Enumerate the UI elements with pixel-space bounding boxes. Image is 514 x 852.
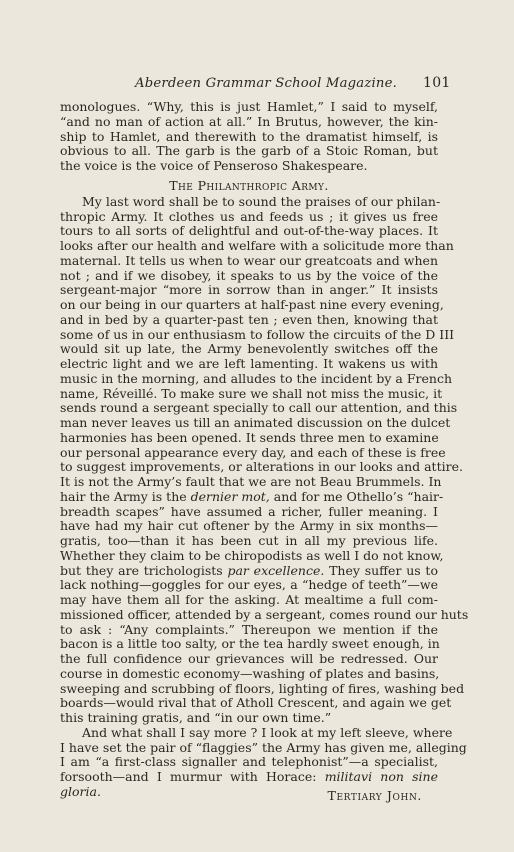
text-line: I have set the pair of “flaggies” the Army has given me, alleging	[60, 739, 467, 755]
text-line: looks after our health and welfare with a solicitude more than	[60, 238, 454, 253]
text-line: ship to Hamlet, and therewith to the dramatist himself, is	[60, 128, 438, 144]
text-line: missioned officer, attended by a sergeant, comes round our huts	[60, 606, 469, 622]
text-line: to suggest improvements, or alterations in our looks and attire.	[60, 459, 463, 475]
text-line: not ; and if we disobey, it speaks to us by the voice of the	[60, 267, 438, 283]
closing-line	[60, 783, 438, 803]
text-line: “and no man of action at all.” In Brutus, however, the kin-	[60, 113, 438, 129]
text-line: breadth scapes” have assumed a richer, fuller meaning. I	[60, 503, 438, 519]
text-line: boards—would rival that of Atholl Crescent, and again we get	[60, 695, 452, 711]
article-text	[60, 99, 469, 803]
text-segment: hair the Army is the	[60, 488, 191, 504]
text-line	[60, 564, 438, 579]
italic-phrase: militavi non sine	[324, 769, 438, 784]
text-line: on our being in our quarters at half-past nine every evening,	[60, 297, 444, 312]
text-line: sergeant-major “more in sorrow than in anger.” It insists	[60, 282, 438, 298]
page-number: 101	[423, 75, 451, 91]
text-line: maternal. It tells us when to wear our greatcoats and when	[60, 252, 438, 268]
text-line: the full confidence our grievances will be redressed. Our	[60, 651, 438, 666]
text-line: It is not the Army’s fault that we are not Beau Brummels. In	[60, 474, 442, 489]
text-line: sends round a sergeant specially to call our attention, and this	[60, 400, 458, 416]
text-line: to ask : “Any complaints.” Thereupon we mention if the	[60, 621, 438, 637]
italic-phrase: gloria.	[60, 783, 101, 799]
text-line: harmonies has been opened. It sends three men to examine	[60, 429, 439, 445]
text-line: gratis, too—than it has been cut in all my previous life.	[60, 533, 438, 548]
text-line: sweeping and scrubbing of floors, lighting of fires, washing bed	[60, 680, 465, 696]
running-head: Aberdeen Grammar School Magazine.	[135, 76, 398, 91]
text-line: bacon is a little too salty, or the tea hardly sweet enough, in	[60, 636, 440, 652]
text-line: the voice is the voice of Penseroso Shakespeare.	[60, 158, 368, 173]
text-line: man never leaves us till an animated discussion on the dulcet	[60, 415, 451, 430]
text-line: lack nothing—goggles for our eyes, a “hedge of teeth”—we	[60, 577, 438, 593]
text-line: tours to all sorts of delightful and out-of-the-way places. It	[60, 223, 438, 239]
italic-phrase: par excellence.	[227, 562, 325, 578]
italic-phrase: dernier mot,	[190, 488, 270, 504]
text-line	[60, 488, 444, 505]
text-line: thropic Army. It clothes us and feeds us ; it gives us free	[60, 208, 438, 224]
text-line: monologues. “Why, this is just Hamlet,” I said to myself,	[60, 99, 438, 114]
text-segment: They suffer us to	[324, 562, 438, 578]
text-segment: and for me Othello’s “hair-	[269, 488, 444, 504]
paragraph-3	[60, 724, 467, 803]
text-line: have had my hair cut oftener by the Army in six months—	[60, 518, 438, 534]
text-line: and in bed by a quarter-past ten ; even then, knowing that	[60, 311, 438, 327]
text-line: electric light and we are left lamenting. It wakens us with	[60, 356, 438, 371]
text-line	[60, 770, 438, 785]
section-heading: The Philanthropic Army.	[169, 177, 329, 193]
text-line: Whether they claim to be chiropodists as well I do not know,	[60, 547, 444, 563]
text-line: And what shall I say more ? I look at my left sleeve, where	[82, 724, 453, 740]
text-line: name, Réveillé. To make sure we shall not miss the music, it	[60, 385, 443, 401]
text-line: may have them all for the asking. At mealtime a full com-	[60, 592, 438, 607]
paragraph-2	[60, 193, 469, 726]
text-line: music in the morning, and alludes to the incident by a French	[60, 370, 452, 386]
text-line: would sit up late, the Army benevolently switches off the	[60, 341, 438, 357]
paragraph-1	[60, 100, 438, 174]
text-line: My last word shall be to sound the praises of our philan-	[82, 193, 441, 209]
text-line: I am “a first-class signaller and telephonist”—a specialist,	[60, 754, 438, 770]
text-line: course in domestic economy—washing of plates and basins,	[60, 665, 440, 681]
text-segment: forsooth—and I murmur with Horace:	[60, 769, 325, 784]
text-line: this training gratis, and “in our own time.”	[60, 710, 332, 725]
text-line: some of us in our enthusiasm to follow the circuits of the D III	[60, 326, 455, 342]
text-segment: but they are trichologists	[60, 562, 228, 578]
text-line: our personal appearance every day, and each of these is free	[60, 444, 446, 460]
author-signature: Tertiary John.	[327, 787, 422, 803]
text-line: obvious to all. The garb is the garb of a Stoic Roman, but	[60, 143, 438, 159]
